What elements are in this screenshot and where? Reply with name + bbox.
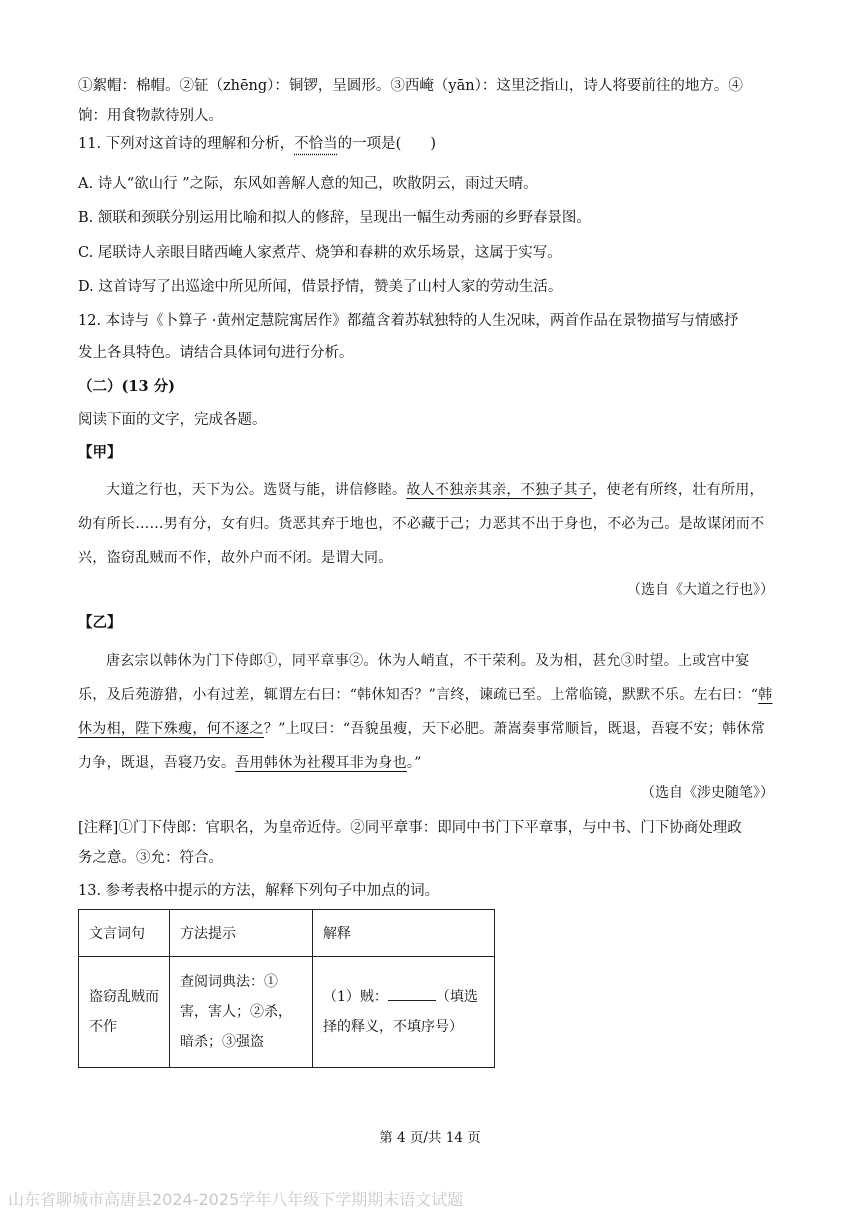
yi-underlined-sentence-2: 吾用韩休为社稷耳非为身也 bbox=[235, 755, 407, 771]
answer-blank[interactable] bbox=[388, 986, 436, 1001]
table-header-row bbox=[79, 910, 495, 957]
yi-text-3: 。” bbox=[406, 755, 422, 771]
poem-notes-line1: ①絮帽：棉帽。②钲（zhēng）：铜锣，呈圆形。③西崦（yān）：这里泛指山，诗人将要前往的地方。④ bbox=[78, 78, 743, 94]
page-footer: 第 4 页/共 14 页 bbox=[379, 1130, 481, 1146]
question-13: 13. 参考表格中提示的方法，解释下列句子中加点的词。 bbox=[78, 883, 440, 899]
annotation-line2: 务之意。③允：符合。 bbox=[78, 850, 223, 866]
passage-jia bbox=[78, 473, 778, 575]
jia-text-2: ，使老有所终，壮有所用，幼有所长……男有分，女有归。货恶其弃于地也，不必藏于己；力恶其不出于身也，不必为己。是故谋闭而不兴，盗窃乱贼而不作，故外户而不闭。是谓大同。 bbox=[78, 482, 765, 566]
option-d: D. 这首诗写了出巡途中所见所闻，借景抒情，赞美了山村人家的劳动生活。 bbox=[78, 279, 563, 295]
table-row bbox=[79, 957, 495, 1068]
yi-text-1: 唐玄宗以韩休为门下侍郎①，同平章事②。休为人峭直，不干荣利。及为相，甚允③时望。上或宫中宴乐，及后苑游猎，小有过差，辄谓左右曰：“韩休知否？”言终，谏疏已至。上常临镜，默默不乐。左右曰：“ bbox=[78, 653, 759, 703]
answer-prefix: （1）贼： bbox=[323, 989, 388, 1005]
table-header-method: 方法提示 bbox=[170, 910, 313, 957]
table-cell-method: 查阅词典法：①害，害人；②杀，暗杀；③强盗 bbox=[170, 957, 313, 1068]
option-b: B. 颔联和颈联分别运用比喻和拟人的修辞，呈现出一幅生动秀丽的乡野春景图。 bbox=[78, 210, 591, 226]
passage-jia-source: （选自《大道之行也》） bbox=[627, 582, 774, 598]
table-header-explanation: 解释 bbox=[313, 910, 495, 957]
reading-instruction: 阅读下面的文字，完成各题。 bbox=[78, 412, 267, 428]
passage-yi bbox=[78, 644, 778, 780]
passage-yi-source: （选自《涉史随笔》） bbox=[641, 785, 774, 801]
annotation-line1: [注释]①门下侍郎：官职名，为皇帝近侍。②同平章事：即同中书门下平章事，与中书、门下协商处理政 bbox=[78, 820, 742, 836]
option-a: A. 诗人“欲山行 ”之际，东风如善解人意的知己，吹散阴云，雨过天晴。 bbox=[78, 176, 538, 192]
table-cell-answer bbox=[313, 957, 495, 1068]
jia-underlined-sentence: 故人不独亲其亲，不独子其子 bbox=[406, 482, 593, 498]
question-11 bbox=[78, 134, 436, 154]
vocab-table bbox=[78, 909, 495, 1068]
question-12-line2: 发上各具特色。请结合具体词句进行分析。 bbox=[78, 345, 354, 361]
passage-jia-label: 【甲】 bbox=[78, 444, 122, 461]
q11-emphasis: 不恰当 bbox=[294, 136, 338, 152]
q11-suffix: 的一项是( ) bbox=[337, 136, 436, 152]
section-2-title: （二）(13 分) bbox=[78, 378, 175, 395]
answer-suffix: （填选择的释义，不填序号） bbox=[323, 989, 478, 1035]
yi-underlined-sentence-1: 韩休为相，陛下殊瘦，何不逐之 bbox=[78, 687, 773, 737]
option-c: C. 尾联诗人亲眼目睹西崦人家煮芹、烧笋和春耕的欢乐场景，这属于实写。 bbox=[78, 245, 562, 261]
table-cell-phrase: 盗窃乱贼而不作 bbox=[79, 957, 170, 1068]
yi-text-2: ？”上叹曰：“吾貌虽瘦，天下必肥。萧嵩奏事常顺旨，既退，吾寝不安；韩休常力争，既退，吾寝乃安。 bbox=[78, 721, 766, 771]
question-12-line1: 12. 本诗与《卜算子 ·黄州定慧院寓居作》都蕴含着苏轼独特的人生况味，两首作品在景物描写与情感抒 bbox=[78, 313, 739, 329]
table-header-phrase: 文言词句 bbox=[79, 910, 170, 957]
q11-prefix: 11. 下列对这首诗的理解和分析， bbox=[78, 136, 295, 152]
poem-notes-line2: 饷：用食物款待别人。 bbox=[78, 108, 223, 124]
watermark: 山东省聊城市高唐县2024-2025学年八年级下学期期末语文试题 bbox=[8, 1190, 464, 1209]
jia-text-1: 大道之行也，天下为公。选贤与能，讲信修睦。 bbox=[106, 482, 407, 498]
passage-yi-label: 【乙】 bbox=[78, 614, 122, 631]
